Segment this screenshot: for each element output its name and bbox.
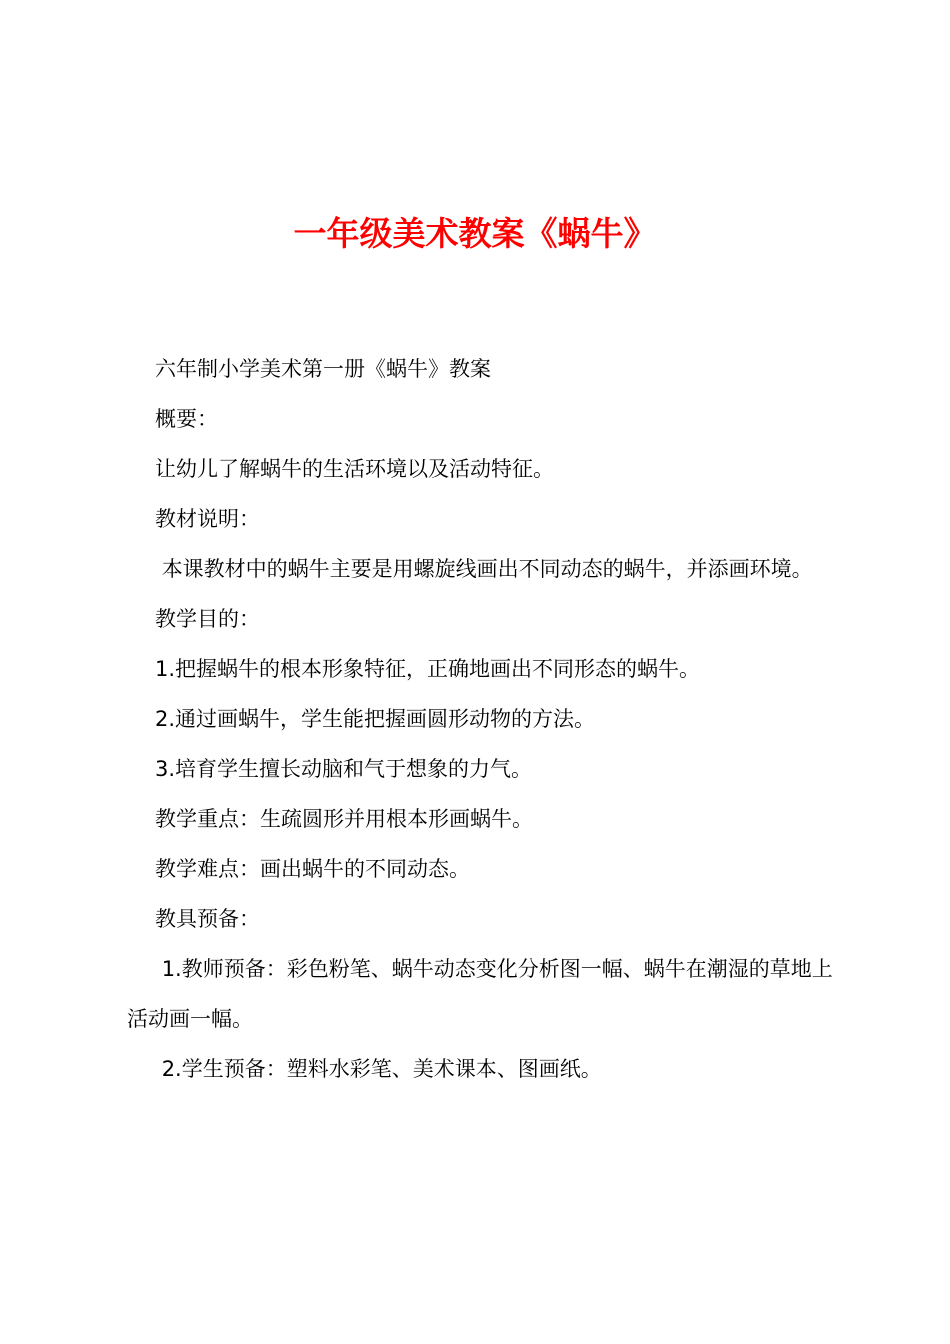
paragraph-overview: 让幼儿了解蜗牛的生活环境以及活动特征。: [155, 457, 554, 481]
paragraph-key-point: 教学重点：生疏圆形并用根本形画蜗牛。: [155, 807, 533, 831]
document-title: 一年级美术教案《蜗牛》: [293, 214, 657, 253]
paragraph-subtitle: 六年制小学美术第一册《蜗牛》教案: [155, 357, 491, 381]
document-body: [127, 344, 835, 1094]
paragraph-objective-1: 1.把握蜗牛的根本形象特征，正确地画出不同形态的蜗牛。: [155, 657, 701, 681]
paragraph-objective-3: 3.培育学生擅长动脑和气于想象的力气。: [155, 757, 533, 781]
paragraph-overview-heading: 概要：: [155, 407, 218, 431]
paragraph-teacher-materials: 1.教师预备：彩色粉笔、蜗牛动态变化分析图一幅、蜗牛在潮湿的草地上活动画一幅。: [127, 957, 833, 1031]
paragraph-material-heading: 教材说明：: [155, 507, 260, 531]
paragraph-material: 本课教材中的蜗牛主要是用螺旋线画出不同动态的蜗牛，并添画环境。: [155, 557, 813, 581]
paragraph-difficulty: 教学难点：画出蜗牛的不同动态。: [155, 857, 470, 881]
paragraph-objectives-heading: 教学目的：: [155, 607, 260, 631]
paragraph-objective-2: 2.通过画蜗牛，学生能把握画圆形动物的方法。: [155, 707, 596, 731]
paragraph-student-materials: 2.学生预备：塑料水彩笔、美术课本、图画纸。: [155, 1057, 602, 1081]
paragraph-materials-heading: 教具预备：: [155, 907, 260, 931]
